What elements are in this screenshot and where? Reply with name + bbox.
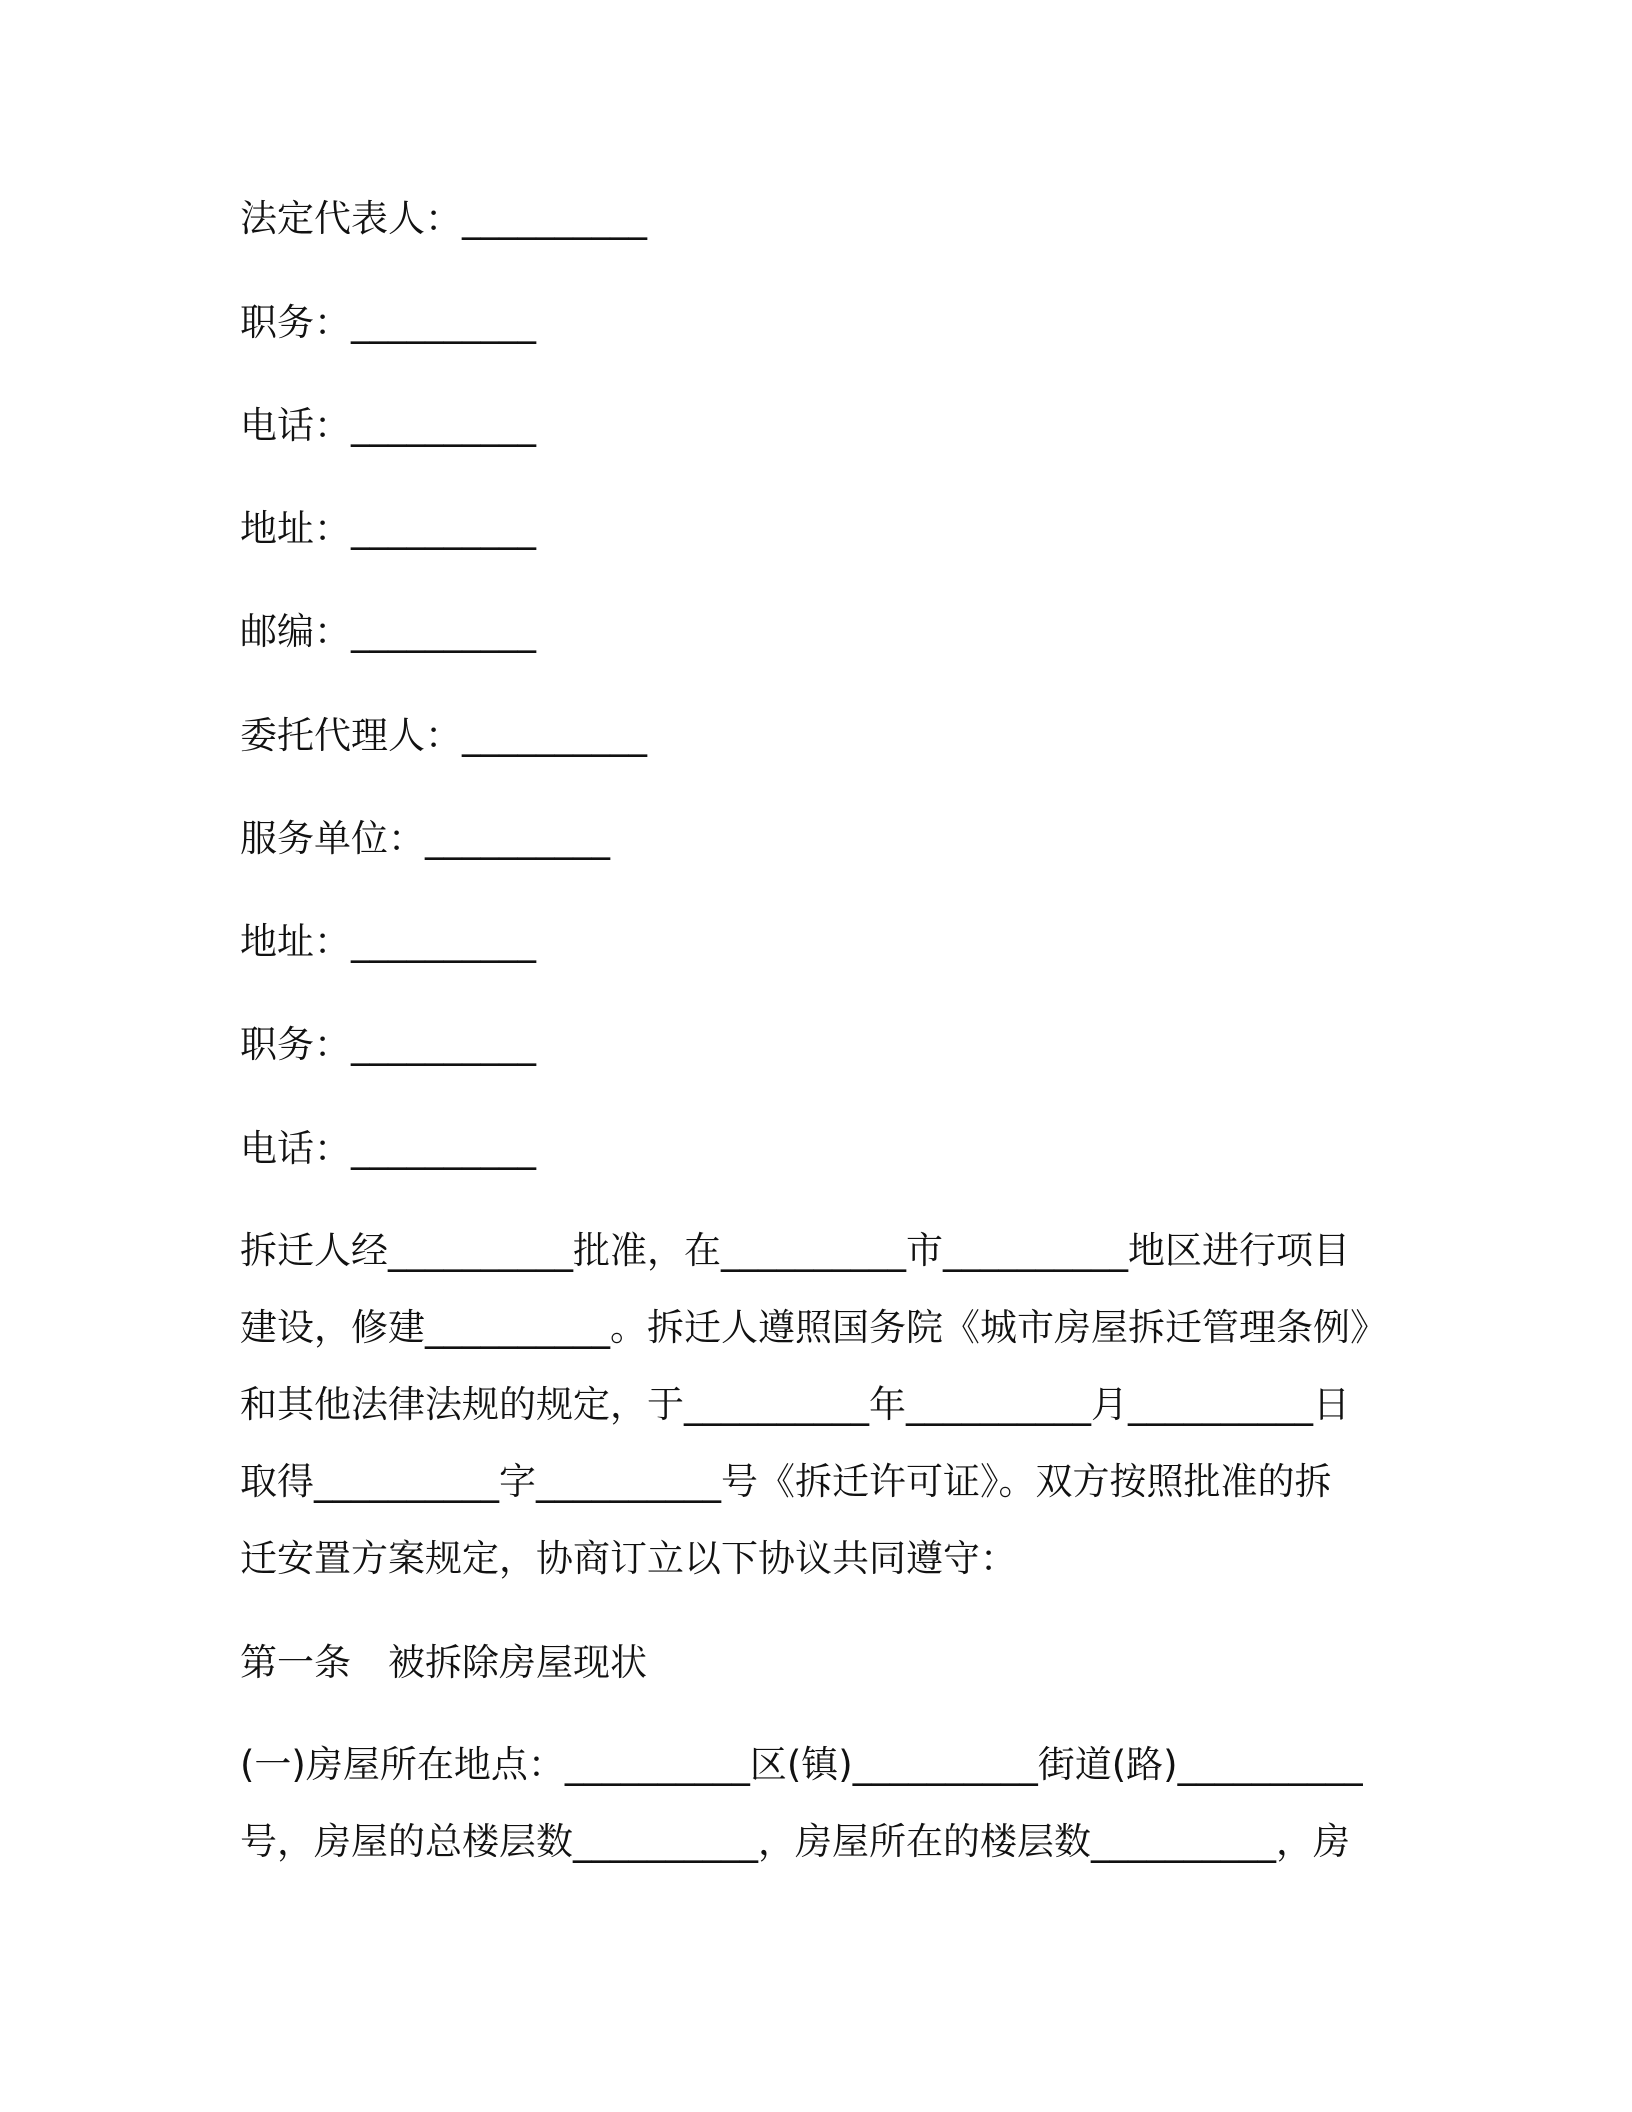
intro-line: 建设，修建__________。拆迁人遵照国务院《城市房屋拆迁管理条例》 bbox=[240, 1306, 1387, 1349]
article-heading: 第一条 被拆除房屋现状 bbox=[240, 1641, 647, 1684]
article-paragraph bbox=[240, 1726, 1390, 1880]
phone-field: 电话：__________ bbox=[240, 404, 536, 447]
service-unit-field: 服务单位：__________ bbox=[240, 817, 610, 860]
authorized-agent-field: 委托代理人：__________ bbox=[240, 714, 647, 757]
intro-line: 迁安置方案规定，协商订立以下协议共同遵守： bbox=[240, 1537, 1017, 1580]
position-field: 职务：__________ bbox=[240, 301, 536, 344]
agent-position-field: 职务：__________ bbox=[240, 1023, 536, 1066]
article-line: 号，房屋的总楼层数__________，房屋所在的楼层数__________，房 bbox=[240, 1820, 1350, 1863]
intro-line: 拆迁人经__________批准，在__________市__________地区进行项目 bbox=[240, 1229, 1350, 1272]
intro-paragraph bbox=[240, 1212, 1390, 1597]
agent-address-field: 地址：__________ bbox=[240, 920, 536, 963]
article-line: (一)房屋所在地点：__________区(镇)__________街道(路)__________ bbox=[240, 1743, 1363, 1786]
agent-phone-field: 电话：__________ bbox=[240, 1127, 536, 1170]
address-field: 地址：__________ bbox=[240, 507, 536, 550]
intro-line: 取得__________字__________号《拆迁许可证》。双方按照批准的拆 bbox=[240, 1460, 1332, 1503]
intro-line: 和其他法律法规的规定，于__________年__________月__________日 bbox=[240, 1383, 1350, 1426]
postcode-field: 邮编：__________ bbox=[240, 610, 536, 653]
legal-representative-field: 法定代表人：__________ bbox=[240, 197, 647, 240]
